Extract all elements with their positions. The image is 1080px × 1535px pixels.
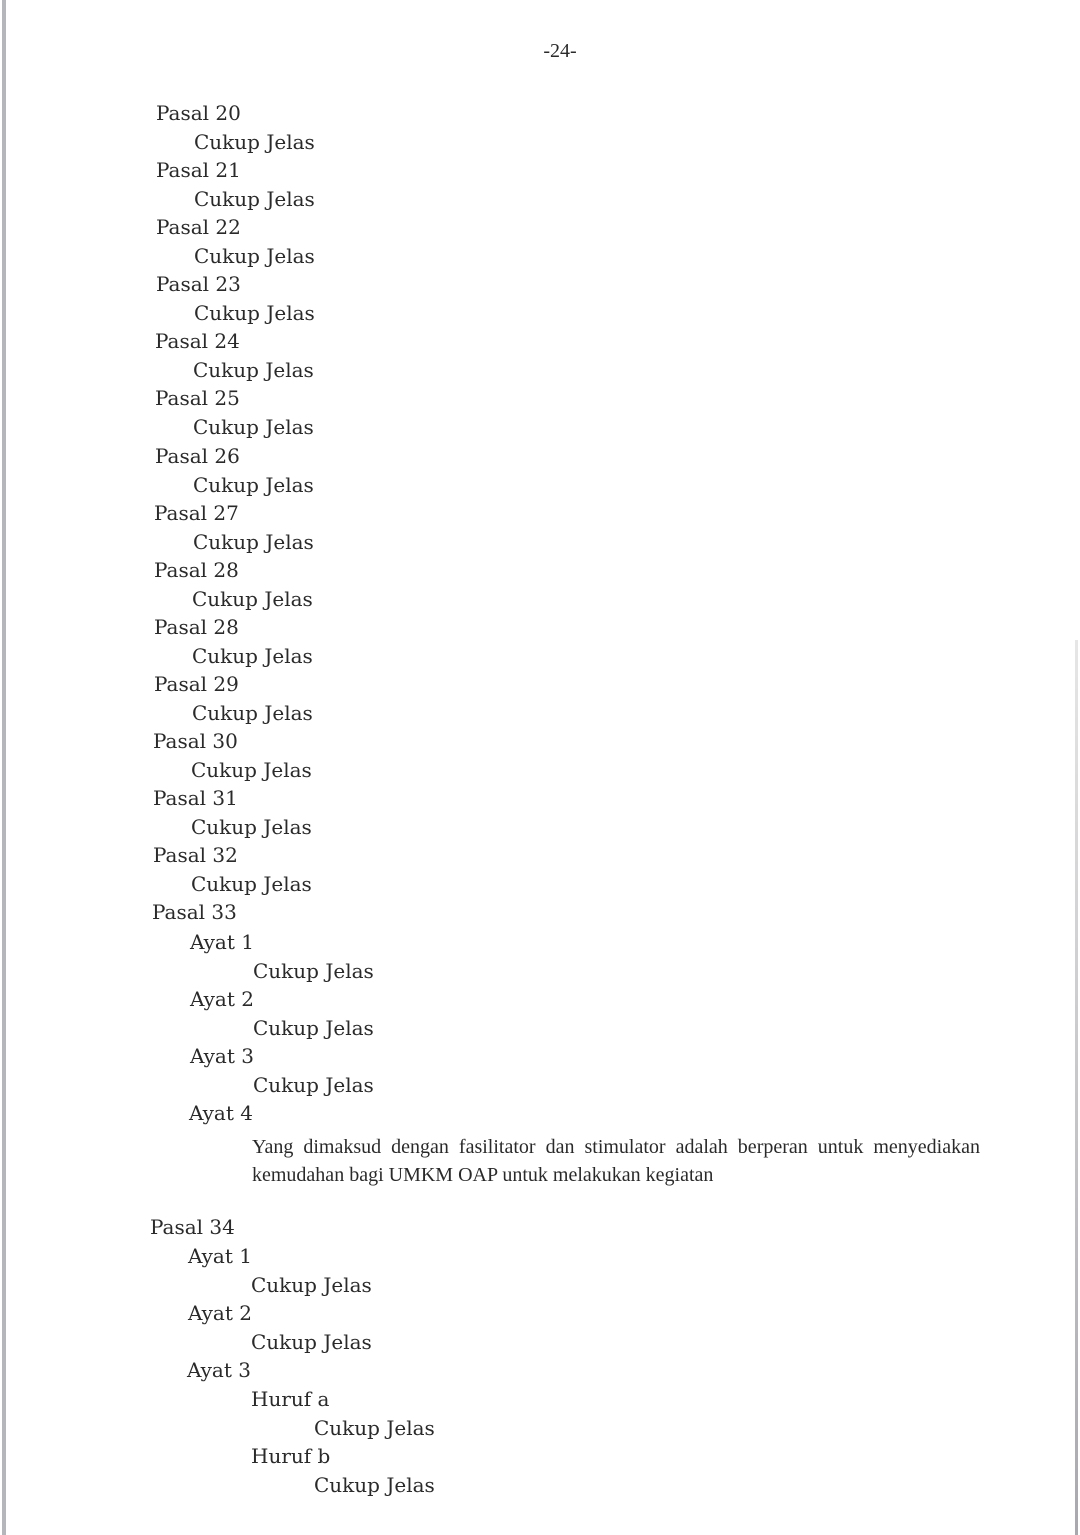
pasal-heading: Pasal 27	[154, 501, 239, 525]
pasal-heading: Pasal 34	[150, 1215, 235, 1239]
ayat-label: Ayat 2	[188, 1301, 252, 1325]
pasal-heading: Pasal 25	[155, 386, 240, 410]
huruf-text: Cukup Jelas	[314, 1473, 435, 1497]
pasal-heading: Pasal 24	[155, 329, 240, 353]
pasal-text: Cukup Jelas	[193, 358, 314, 382]
huruf-label: Huruf b	[251, 1444, 331, 1468]
pasal-heading: Pasal 22	[156, 215, 241, 239]
ayat-label: Ayat 1	[188, 1244, 252, 1268]
page-number: -24-	[543, 40, 577, 62]
ayat-label: Ayat 3	[187, 1358, 251, 1382]
pasal-heading: Pasal 33	[152, 900, 237, 924]
pasal-text: Cukup Jelas	[191, 815, 312, 839]
pasal-heading: Pasal 32	[153, 843, 238, 867]
pasal-heading: Pasal 26	[155, 444, 240, 468]
ayat-label: Ayat 4	[189, 1101, 253, 1125]
pasal-text: Cukup Jelas	[193, 530, 314, 554]
ayat-label: Ayat 3	[190, 1044, 254, 1068]
ayat-text: Cukup Jelas	[253, 959, 374, 983]
ayat-label: Ayat 1	[190, 930, 254, 954]
pasal-heading: Pasal 23	[156, 272, 241, 296]
pasal-text: Cukup Jelas	[191, 872, 312, 896]
pasal-heading: Pasal 30	[153, 729, 238, 753]
pasal-text: Cukup Jelas	[194, 301, 315, 325]
scan-left-edge	[2, 0, 6, 1535]
pasal-text: Cukup Jelas	[194, 244, 315, 268]
pasal-heading: Pasal 20	[156, 101, 241, 125]
ayat-text: Cukup Jelas	[253, 1073, 374, 1097]
huruf-text: Cukup Jelas	[314, 1416, 435, 1440]
pasal-text: Cukup Jelas	[194, 130, 315, 154]
ayat-text: Cukup Jelas	[251, 1273, 372, 1297]
ayat-text: Cukup Jelas	[253, 1016, 374, 1040]
pasal-heading: Pasal 31	[153, 786, 238, 810]
ayat-label: Ayat 2	[190, 987, 254, 1011]
pasal-text: Cukup Jelas	[192, 587, 313, 611]
pasal-text: Cukup Jelas	[193, 415, 314, 439]
ayat-explanation: Yang dimaksud dengan fasilitator dan stimulator adalah berperan untuk menyediakan kemudahan bagi UMKM OAP untuk melakukan kegiatan	[252, 1136, 980, 1186]
scan-right-edge	[1075, 640, 1078, 1535]
pasal-heading: Pasal 28	[154, 615, 239, 639]
pasal-text: Cukup Jelas	[193, 473, 314, 497]
pasal-heading: Pasal 29	[154, 672, 239, 696]
pasal-heading: Pasal 21	[156, 158, 241, 182]
ayat-text: Cukup Jelas	[251, 1330, 372, 1354]
pasal-text: Cukup Jelas	[194, 187, 315, 211]
pasal-text: Cukup Jelas	[192, 701, 313, 725]
pasal-heading: Pasal 28	[154, 558, 239, 582]
pasal-text: Cukup Jelas	[191, 758, 312, 782]
pasal-text: Cukup Jelas	[192, 644, 313, 668]
huruf-label: Huruf a	[251, 1387, 330, 1411]
